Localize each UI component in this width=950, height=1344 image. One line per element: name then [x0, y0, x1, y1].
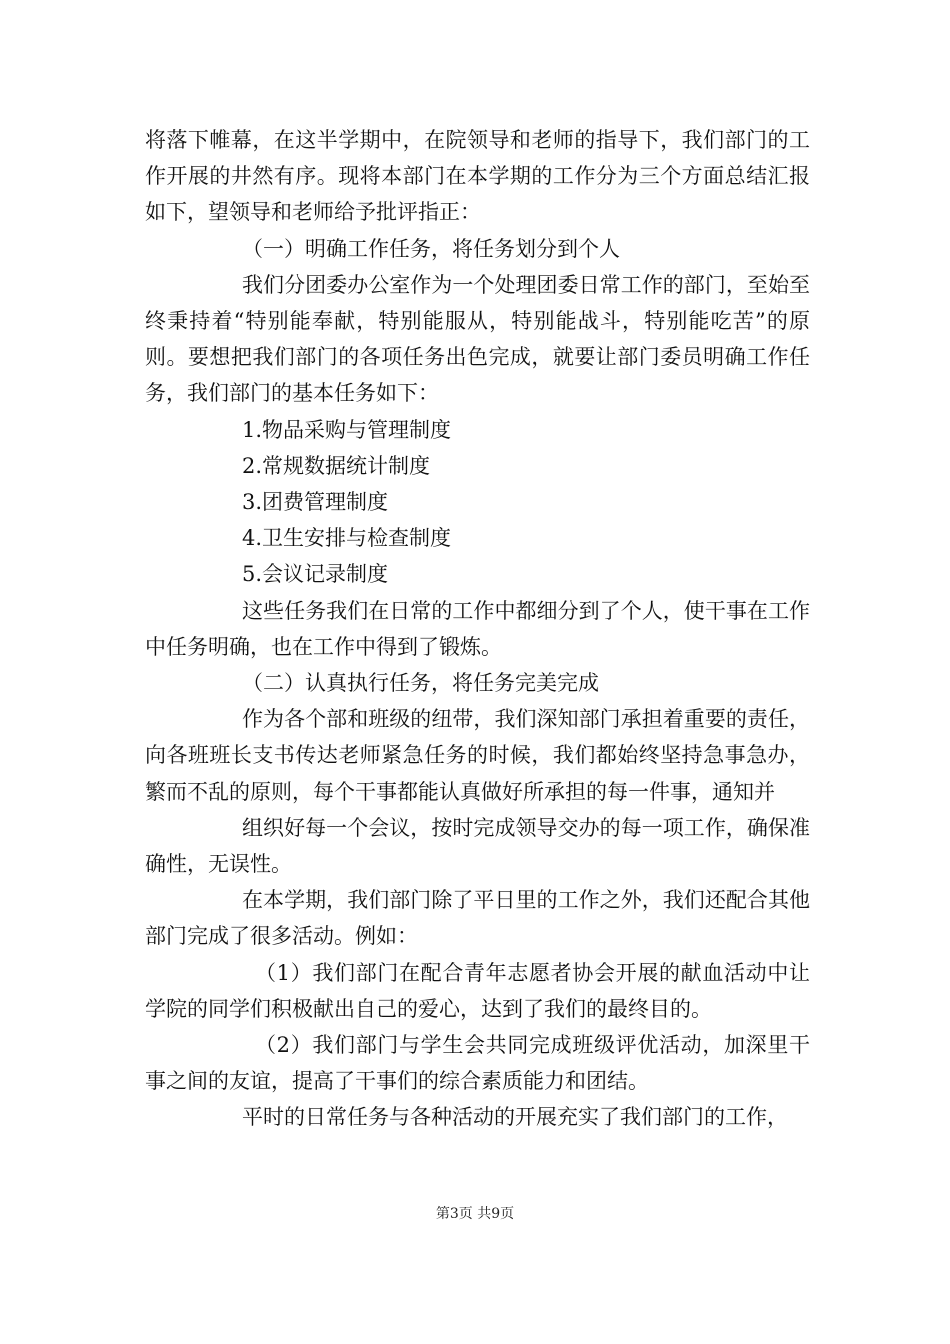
document-body — [145, 122, 810, 1136]
paragraph-meetings: 组织好每一个会议，按时完成领导交办的每一项工作，确保准确性，无误性。 — [145, 815, 810, 877]
paragraph-office-role: 我们分团委办公室作为一个处理团委日常工作的部门，至始至终秉持着“特别能奉献，特别能服从，特别能战斗，特别能吃苦”的原则。要想把我们部门的各项任务出色完成，就要让部门委员明确工作任务，我们部门的基本任务如下： — [145, 272, 810, 406]
paragraph-continuation: 将落下帷幕，在这半学期中，在院领导和老师的指导下，我们部门的工作开展的井然有序。现将本部门在本学期的工作分为三个方面总结汇报如下，望领导和老师给予批评指正： — [145, 128, 810, 225]
paragraph-execution: 作为各个部和班级的纽带，我们深知部门承担着重要的责任，向各班班长支书传达老师紧急任务的时候，我们都始终坚持急事急办，繁而不乱的原则，每个干事都能认真做好所承担的每一件事，通知并 — [145, 707, 810, 804]
paragraph-task-assignment: 这些任务我们在日常的工作中都细分到了个人，使干事在工作中任务明确，也在工作中得到了锻炼。 — [145, 598, 810, 659]
activity-item-1: （1）我们部门在配合青年志愿者协会开展的献血活动中让学院的同学们积极献出自己的爱心，达到了我们的最终目的。 — [145, 960, 810, 1021]
task-list-item-2: 2.常规数据统计制度 — [242, 453, 431, 478]
footer-current-page: 3 — [449, 1206, 459, 1222]
task-list-item-3: 3.团费管理制度 — [242, 490, 389, 515]
footer-middle: 页 共 — [458, 1206, 492, 1222]
section-heading-1: （一）明确工作任务，将任务划分到个人 — [242, 236, 620, 261]
task-list-item-4: 4.卫生安排与检查制度 — [242, 526, 452, 551]
footer-total-pages: 9 — [491, 1206, 501, 1222]
footer-prefix: 第 — [435, 1206, 450, 1222]
task-list-item-5: 5.会议记录制度 — [242, 562, 389, 587]
activity-item-2: （2）我们部门与学生会共同完成班级评优活动，加深里干事之间的友谊，提高了干事们的综合素质能力和团结。 — [145, 1033, 810, 1094]
footer-suffix: 页 — [500, 1206, 515, 1222]
paragraph-activities-intro: 在本学期，我们部门除了平日里的工作之外，我们还配合其他部门完成了很多活动。例如： — [145, 888, 810, 949]
task-list-item-1: 1.物品采购与管理制度 — [242, 417, 452, 442]
section-heading-2: （二）认真执行任务，将任务完美完成 — [242, 671, 599, 696]
page-footer — [0, 1205, 950, 1223]
paragraph-summary: 平时的日常任务与各种活动的开展充实了我们部门的工作， — [242, 1105, 788, 1130]
